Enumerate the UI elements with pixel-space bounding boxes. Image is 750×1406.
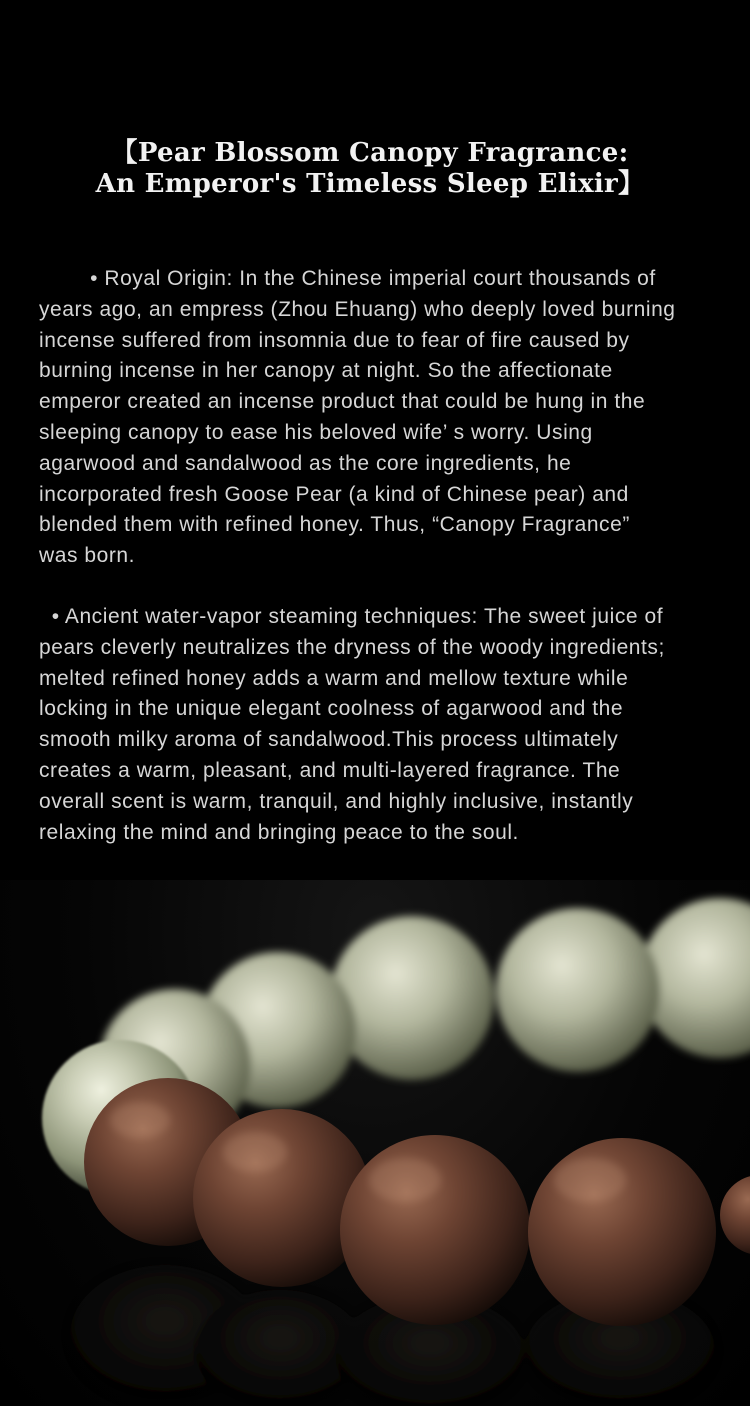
paragraph-line: pears cleverly neutralizes the dryness of the woody ingredients; — [39, 635, 665, 659]
paragraph-line: • Royal Origin: In the Chinese imperial court thousands of — [39, 267, 656, 290]
royal-origin-paragraph — [39, 264, 729, 572]
paragraph-line: locking in the unique elegant coolness of agarwood and the — [39, 697, 624, 721]
paragraph-line: burning incense in her canopy at night. So the affectionate — [39, 359, 613, 383]
paragraph-line: overall scent is warm, tranquil, and highly inclusive, instantly — [39, 789, 634, 813]
title-line-1: 【Pear Blossom Canopy Fragrance: — [111, 138, 629, 168]
bracelet-photo — [0, 880, 750, 1406]
bead-bracelet-illustration — [0, 880, 750, 1406]
jade-bead — [496, 908, 660, 1072]
agarwood-bead — [193, 1109, 371, 1287]
paragraph-line: smooth milky aroma of sandalwood.This process ultimately — [39, 728, 619, 752]
paragraph-line: melted refined honey adds a warm and mellow texture while — [39, 666, 629, 690]
paragraph-line: • Ancient water-vapor steaming techniques: The sweet juice of — [39, 605, 664, 628]
agarwood-bead — [720, 1175, 750, 1255]
title-line-2: An Emperor's Timeless Sleep Elixir】 — [95, 169, 645, 199]
paragraph-line: relaxing the mind and bringing peace to the soul. — [39, 820, 519, 844]
paragraph-line: incorporated fresh Goose Pear (a kind of Chinese pear) and — [39, 482, 629, 506]
paragraph-line: emperor created an incense product that could be hung in the — [39, 390, 646, 414]
paragraph-line: was born. — [39, 544, 135, 568]
steaming-technique-paragraph — [39, 602, 729, 848]
paragraph-line: creates a warm, pleasant, and multi-layered fragrance. The — [39, 758, 621, 782]
page-title — [0, 138, 740, 200]
paragraph-line: sleeping canopy to ease his beloved wife’ s worry. Using — [39, 420, 593, 444]
paragraph-line: years ago, an empress (Zhou Ehuang) who deeply loved burning — [39, 297, 676, 321]
paragraph-line: agarwood and sandalwood as the core ingredients, he — [39, 451, 572, 475]
paragraph-line: blended them with refined honey. Thus, “Canopy Fragrance” — [39, 513, 630, 537]
agarwood-bead — [340, 1135, 530, 1325]
jade-bead — [330, 916, 494, 1080]
agarwood-bead — [528, 1138, 716, 1326]
paragraph-line: incense suffered from insomnia due to fear of fire caused by — [39, 328, 630, 352]
